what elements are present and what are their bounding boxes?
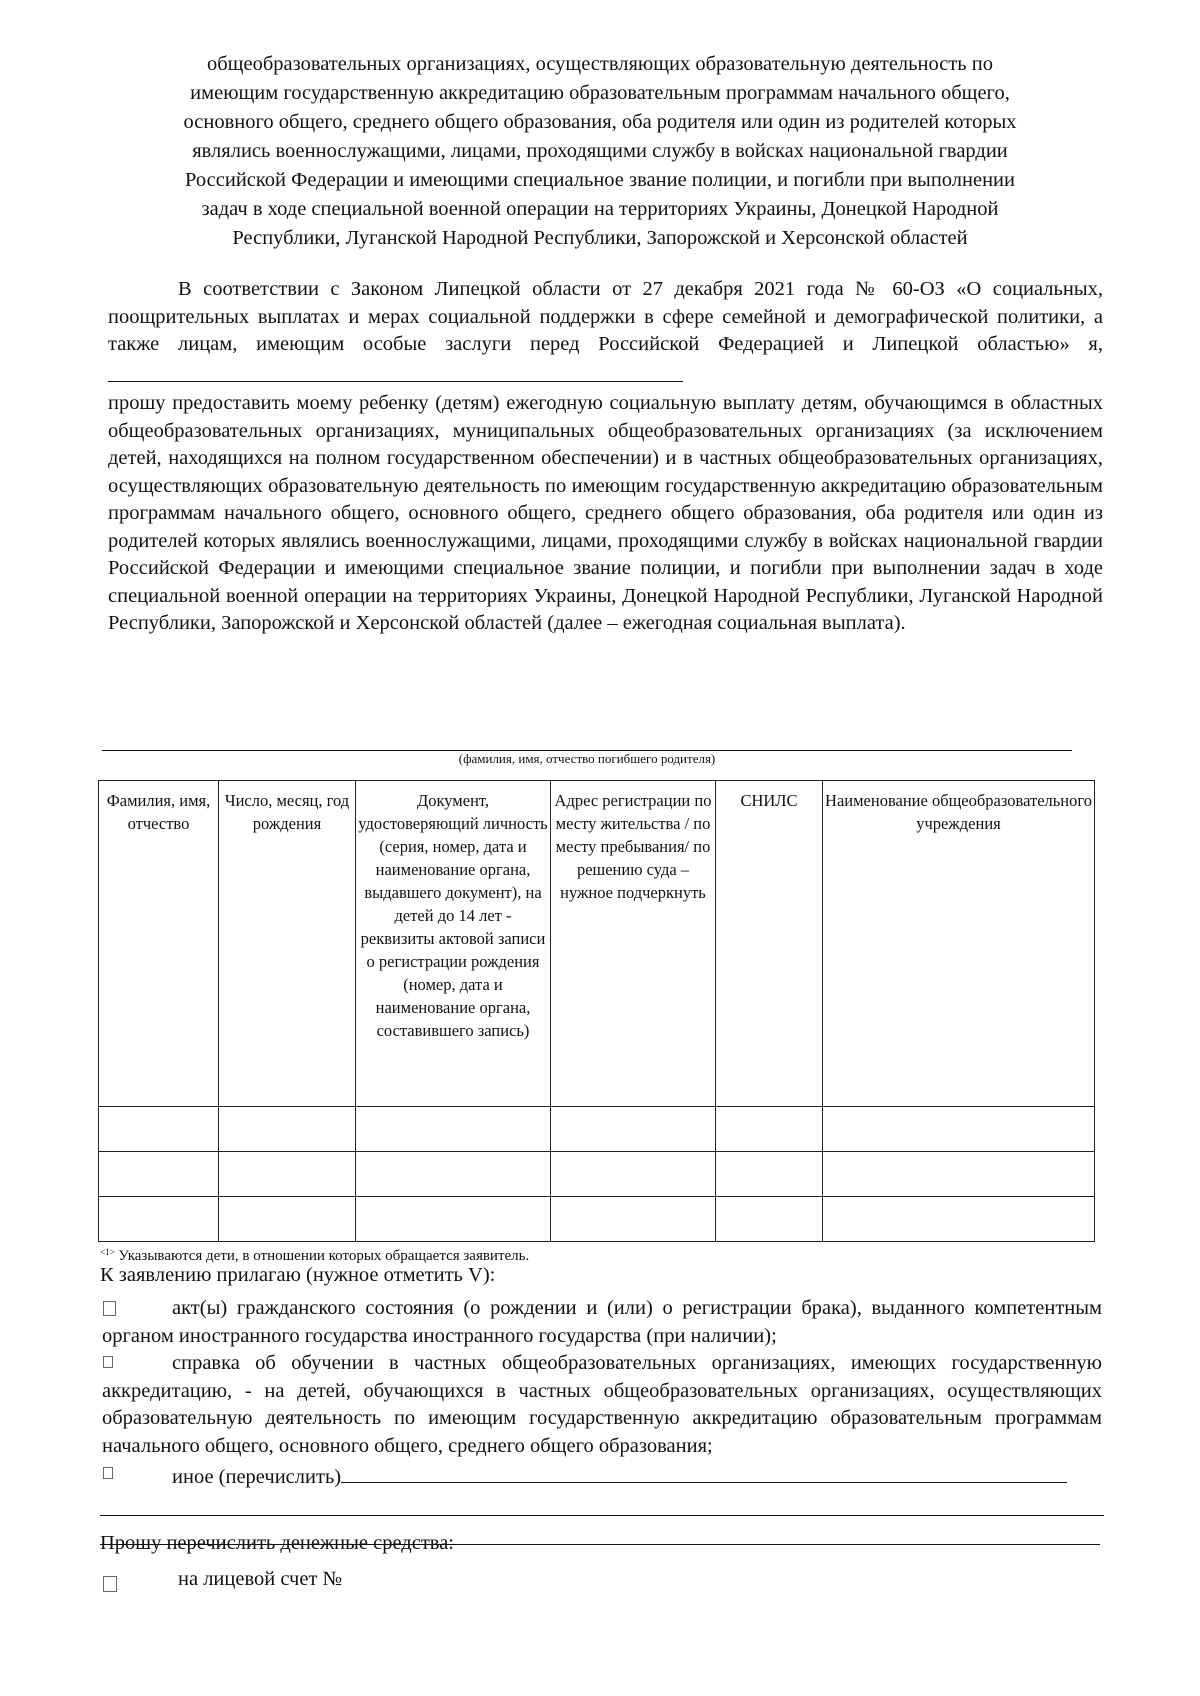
- heading-line: Республики, Луганской Народной Республики, Запорожской и Херсонской областей: [232, 227, 968, 249]
- table-cell[interactable]: [823, 1106, 1095, 1151]
- intro-paragraph: [108, 276, 1103, 390]
- footnote-mark: <1>: [100, 1247, 115, 1257]
- heading-line: общеобразовательных организациях, осуществляющих образовательную деятельность по: [207, 53, 993, 75]
- transfer-heading: Прошу перечислить денежные средства:: [100, 1532, 454, 1554]
- table-cell[interactable]: [219, 1106, 356, 1151]
- intro-text: В соответствии с Законом Липецкой области от 27 декабря 2021 года № 60-ОЗ «О социальных, поощрительных выплатах и мерах социальной поддержки в сфере семейной и демографической политики, а также лицам, имеющим особые заслуги перед Российской Федерацией и Липецкой областью» я,: [108, 278, 1103, 355]
- attachment-other-label: иное (перечислить): [172, 1466, 342, 1488]
- applicant-name-field[interactable]: [108, 359, 683, 382]
- heading-line: задач в ходе специальной военной операции на территориях Украины, Донецкой Народной: [201, 198, 999, 220]
- table-cell[interactable]: [551, 1196, 716, 1241]
- heading-line: имеющим государственную аккредитацию образовательным программам начального общего,: [190, 82, 1010, 104]
- column-header-school: Наименование общеобразовательного учреждения: [823, 781, 1095, 1107]
- attachment-other-continuation-field[interactable]: [100, 1515, 1104, 1516]
- table-cell[interactable]: [716, 1196, 823, 1241]
- deceased-parent-caption: (фамилия, имя, отчество погибшего родителя): [458, 751, 716, 766]
- table-header-row: [99, 781, 1095, 1107]
- heading-line: основного общего, среднего общего образования, оба родителя или один из родителей которых: [183, 111, 1017, 133]
- heading-line: Российской Федерации и имеющими специальное звание полиции, и погибли при выполнении: [185, 169, 1015, 191]
- column-header-snils: СНИЛС: [716, 781, 823, 1107]
- column-header-identity-document: Документ, удостоверяющий личность (серия, номер, дата и наименование органа, выдавшего документ), на детей до 14 лет - реквизиты актовой записи о регистрации рождения (номер, дата и наименование органа, составившего запись): [356, 781, 551, 1107]
- table-cell[interactable]: [823, 1196, 1095, 1241]
- table-cell[interactable]: [356, 1151, 551, 1196]
- account-checkbox[interactable]: [103, 1576, 117, 1592]
- table-cell[interactable]: [219, 1151, 356, 1196]
- account-label: на лицевой счет №: [178, 1568, 343, 1590]
- table-cell[interactable]: [219, 1196, 356, 1241]
- document-heading: [100, 50, 1100, 253]
- footnote-text: Указываются дети, в отношении которых обращается заявитель.: [114, 1248, 530, 1264]
- transfer-divider: [100, 1544, 1100, 1545]
- column-header-name: Фамилия, имя, отчество: [99, 781, 219, 1107]
- attachment-other: [102, 1460, 1102, 1492]
- children-table: [98, 780, 1095, 1242]
- request-paragraph: прошу предоставить моему ребенку (детям) ежегодную социальную выплату детям, обучающимся в областных общеобразовательных организациях, муниципальных общеобразовательных организациях (за исключением детей, находящихся на полном государственном обеспечении) и в частных общеобразовательных организациях, осуществляющих образовательную деятельность по имеющим государственную аккредитацию образовательным программам начального общего, основного общего, среднего общего образования, оба родителя или один из родителей которых являлись военнослужащими, лицами, проходящими службу в войсках национальной гвардии Российской Федерации и имеющими специальное звание полиции, и погибли при выполнении задач в ходе специальной военной операции на территориях Украины, Донецкой Народной Республики, Луганской Народной Республики, Запорожской и Херсонской областей (далее – ежегодная социальная выплата).: [108, 392, 1103, 634]
- attachment-study-certificate: справка об обучении в частных общеобразовательных организациях, имеющих государственную аккредитацию, - на детей, обучающихся в частных общеобразовательных организациях, осуществляющих образовательную деятельность по имеющим государственную аккредитацию образовательным программам начального общего, основного общего, среднего общего образования;: [102, 1352, 1102, 1457]
- table-cell[interactable]: [99, 1106, 219, 1151]
- table-cell[interactable]: [356, 1106, 551, 1151]
- table-cell[interactable]: [99, 1151, 219, 1196]
- attachment-civil-acts: акт(ы) гражданского состояния (о рождении и (или) о регистрации брака), выданного компетентным органом иностранного государства иностранного государства (при наличии);: [102, 1297, 1102, 1347]
- table-cell[interactable]: [551, 1106, 716, 1151]
- heading-line: являлись военнослужащими, лицами, проходящими службу в войсках национальной гвардии: [192, 140, 1008, 162]
- attachment-other-field[interactable]: [341, 1460, 1067, 1483]
- column-header-address: Адрес регистрации по месту жительства / по месту пребывания/ по решению суда – нужное подчеркнуть: [551, 781, 716, 1107]
- table-cell[interactable]: [823, 1151, 1095, 1196]
- attachments-heading: К заявлению прилагаю (нужное отметить V):: [100, 1264, 496, 1286]
- column-header-birthdate: Число, месяц, год рождения: [219, 781, 356, 1107]
- table-row: [99, 1106, 1095, 1151]
- table-cell[interactable]: [716, 1106, 823, 1151]
- table-cell[interactable]: [551, 1151, 716, 1196]
- table-cell[interactable]: [99, 1196, 219, 1241]
- table-row: [99, 1196, 1095, 1241]
- table-cell[interactable]: [356, 1196, 551, 1241]
- table-cell[interactable]: [716, 1151, 823, 1196]
- table-row: [99, 1151, 1095, 1196]
